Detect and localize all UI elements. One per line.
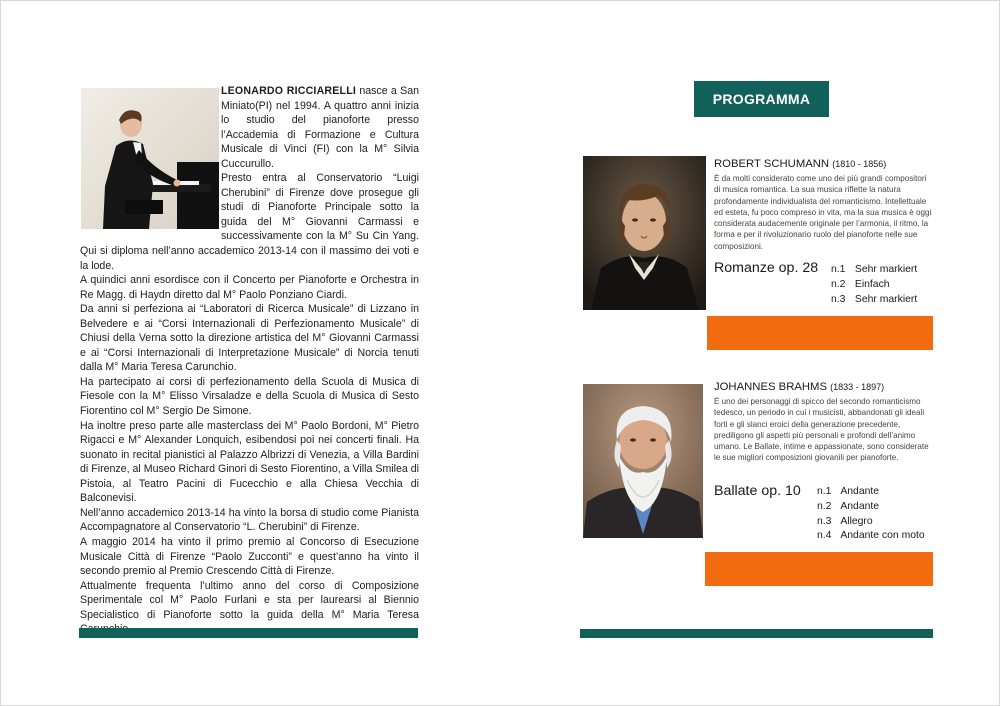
bio-paragraph: Attualmente frequenta l’ultimo anno del corso di Composizione Sperimentale col M° Paolo Furlani e sta per laurearsi al Biennio Specialistico di Pianoforte sotto la guida della M° Maria Teresa [80,579,419,621]
movement-title: Sehr markiert [854,264,918,275]
movement-item [817,500,925,515]
pianist-name: LEONARDO RICCIARELLI [221,85,357,97]
bio-intro-text: nasce a San Miniato(PI) nel 1994. A quattro anni inizia lo studio del pianoforte presso l’Accademia di Formazione e Cultura Musicale di Vinci (FI) con la M° Silvia Cuccurullo. [221,85,419,170]
composer-heading [714,381,934,393]
bio-paragraph: Nell’anno accademico 2013-14 ha vinto la borsa di studio come Pianista Accompagnatore al Conservatorio “L. Cherubini” di Firenze. [80,506,419,534]
movement-number: n.2 [831,278,846,290]
bio-paragraph: Da anni si perfeziona ai “Laboratori di Ricerca Musicale” di Lizzano in Belvedere e ai “Corsi Internazionali di Perfezionamento Musicale” di Chiusi della Verna sotto la direzione artistica del M° Giovanni Carmassi e ai “Corsi Internazionali di Interpretazione Musicale” di Norcia tenuti dalla M° Maria Teresa Carunchio. [80,303,419,374]
composer-block-schumann [714,158,934,252]
left-footer-bar [79,628,418,638]
movement-title: Andante con moto [840,530,925,542]
movement-number: n.4 [817,530,832,542]
composer-heading [714,158,934,170]
bio-paragraph: Ha partecipato ai corsi di perfezionamento della Scuola di Musica di Fiesole con la M° Elisso Virsaladze e della Scuola di Musica di Sesto Fiorentino col M° Sergio De Simone. [80,375,419,418]
composer-years: (1833 - 1897) [830,382,885,392]
brahms-portrait [583,384,703,538]
composer-block-brahms [714,381,934,464]
movement-number: n.3 [817,515,832,527]
orange-divider-bar [705,552,933,586]
movement-item [817,529,925,544]
photo-spacer [80,84,221,234]
schumann-portrait [583,156,706,310]
movement-number: n.2 [817,500,832,512]
movement-title: Allegro [840,515,873,527]
movement-number: n.3 [831,293,846,305]
programme-title: PROGRAMMA [694,81,829,117]
movement-title: Sehr markiert [854,293,918,305]
bio-paragraph: A quindici anni esordisce con il Concerto per Pianoforte e Orchestra in Re Magg. di Haydn diretto dal M° Paolo Ponziano Ciardi. [80,274,419,301]
movement-title: Andante [840,486,880,497]
schumann-portrait-icon [583,156,706,310]
movement-number: n.1 [831,264,846,275]
composer-years: (1810 - 1856) [832,159,887,169]
bio-paragraph: A maggio 2014 ha vinto il primo premio al Concorso di Esecuzione Musicale Città di Firenze “Paolo Zucconti” e quest’anno ha vinto il secondo premio al Premio Crescendo Città di Firenze. [80,535,419,578]
movement-list [831,263,917,307]
movement-title: Einfach [854,278,890,290]
biography-text [80,84,419,637]
movement-item [831,263,917,278]
brahms-portrait-icon [583,384,703,538]
bio-paragraph: Ha inoltre preso parte alle masterclass dei M° Paolo Bordoni, M° Pietro Rigacci e M° Alexander Lonquich, esibendosi poi nei concerti finali. Ha suonato in recital pianistici al Palazzo Albrizzi di Venezia, a Villa Bardini di Firenze, al Museo Richard Ginori di Sesto Fiorentino, a Villa Smilea di Pistoia, al Teatro Pacini di Fucecchio e alla Chiesa Vecchia di Balconevisi. [80,419,419,505]
composer-description: È uno dei personaggi di spicco del secondo romanticismo tedesco, un periodo in cui i musicisti, abbandonati gli ideali forti e gli slanci eroici della generazione precedente, prediligono gli aspetti più personali e profondi dell’animo umano. Le Ballate, intime e appassionate, sono considerate le sue migliori composizioni giovanili per pianoforte. [714,397,929,463]
movement-number: n.1 [817,486,832,497]
movement-item [831,293,917,308]
right-footer-bar [580,629,933,638]
movement-list [817,485,925,544]
movement-item [817,515,925,530]
movement-item [831,278,917,293]
work-title: Romanze op. 28 [714,260,819,276]
work-title: Ballate op. 10 [714,483,801,499]
composer-name: ROBERT SCHUMANN [714,158,830,170]
orange-divider-bar [707,316,933,350]
composer-name: JOHANNES BRAHMS [714,381,827,393]
composer-description: È da molti considerato come uno dei più grandi compositori di musica romantica. La sua musica riflette la natura profondamente individualista del romanticismo. Intellettuale ed esteta, fu poco compreso in vita, ma la sua musica è oggi considerata audacemente originale per l’armonia, il ritmo, la forma e per il rivoluzionario ruolo del pianoforte nelle sue composizioni. [714,174,932,251]
movement-item [817,485,925,500]
bio-paragraph: Presto entra al Conservatorio “Luigi Cherubini” di Firenze dove prosegue gli studi di Pianoforte Principale sotto la guida del M° Giovanni Carmassi e successivamente con la M° Su Cin Yang. Qui si diploma nell’anno accademico 2013-14 con il massimo dei voti e la lode. [80,172,419,272]
movement-title: Andante [840,500,880,512]
